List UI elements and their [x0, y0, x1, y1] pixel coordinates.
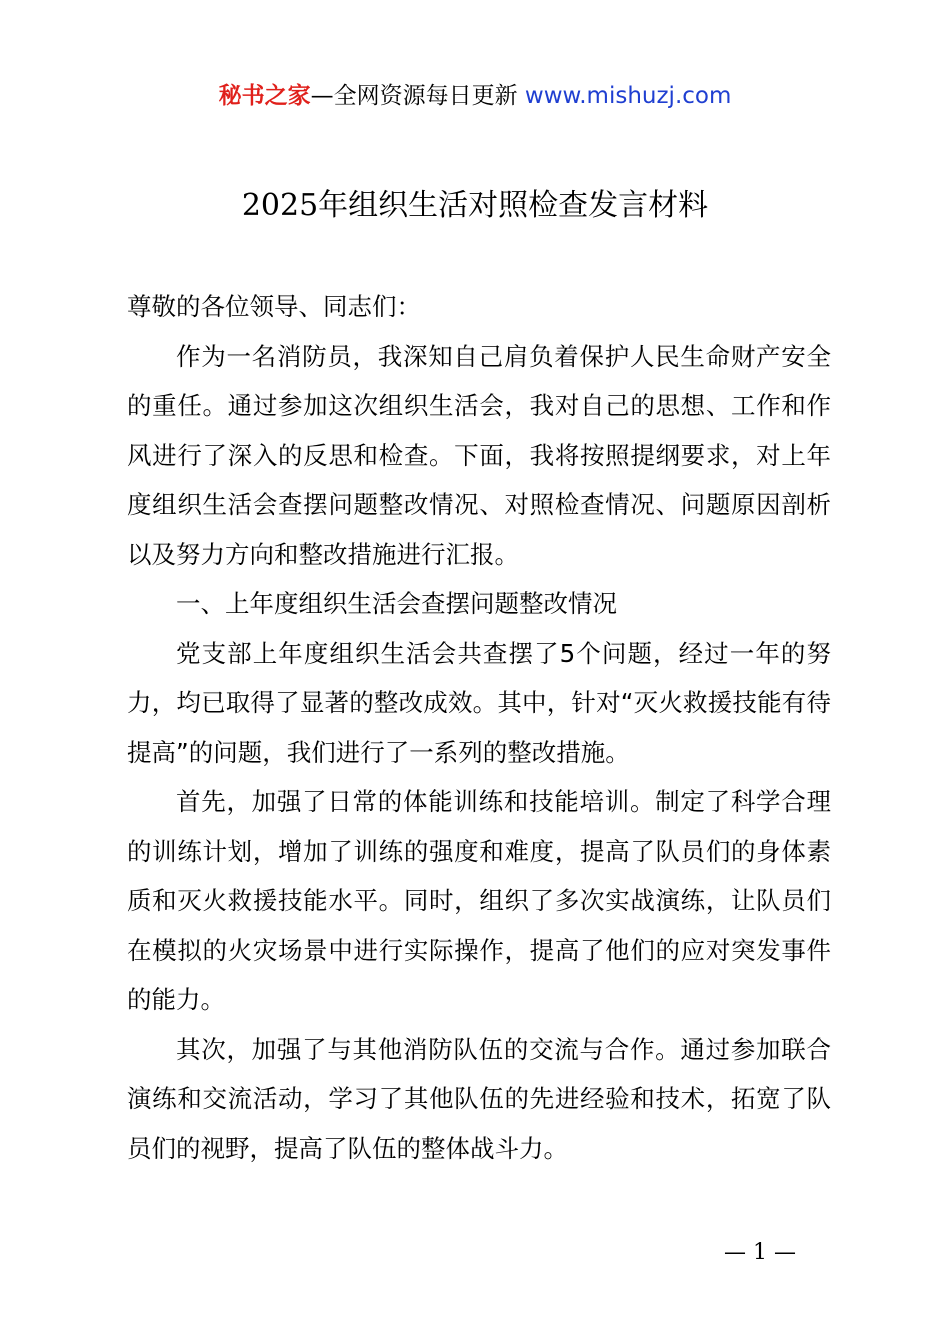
site-brand: 秘书之家 — [218, 83, 311, 109]
document-body — [127, 282, 831, 1173]
site-header — [0, 80, 950, 112]
body-paragraph: 作为一名消防员，我深知自己肩负着保护人民生命财产安全的重任。通过参加这次组织生活会，我对自己的思想、工作和作风进行了深入的反思和检查。下面，我将按照提纲要求，对上年度组织生活会查摆问题整改情况、对照检查情况、问题原因剖析以及努力方向和整改措施进行汇报。 — [127, 341, 831, 569]
page-number: — 1 — — [724, 1240, 796, 1265]
site-slogan: —全网资源每日更新 — [310, 83, 525, 109]
body-paragraph: 党支部上年度组织生活会共查摆了5个问题，经过一年的努力，均已取得了显著的整改成效。其中，针对“灭火救援技能有待提高”的问题，我们进行了一系列的整改措施。 — [127, 638, 831, 767]
body-paragraph: 其次，加强了与其他消防队伍的交流与合作。通过参加联合演练和交流活动，学习了其他队伍的先进经验和技术，拓宽了队员们的视野，提高了队伍的整体战斗力。 — [127, 1034, 831, 1163]
greeting: 尊敬的各位领导、同志们： — [127, 292, 421, 321]
section-heading: 一、上年度组织生活会查摆问题整改情况 — [176, 589, 617, 618]
body-paragraph: 首先，加强了日常的体能训练和技能培训。制定了科学合理的训练计划，增加了训练的强度和难度，提高了队员们的身体素质和灭火救援技能水平。同时，组织了多次实战演练，让队员们在模拟的火灾场景中进行实际操作，提高了他们的应对突发事件的能力。 — [127, 787, 831, 1014]
document-title: 2025年组织生活对照检查发言材料 — [241, 188, 709, 223]
site-url-link[interactable]: www.mishuzj.com — [524, 83, 732, 109]
